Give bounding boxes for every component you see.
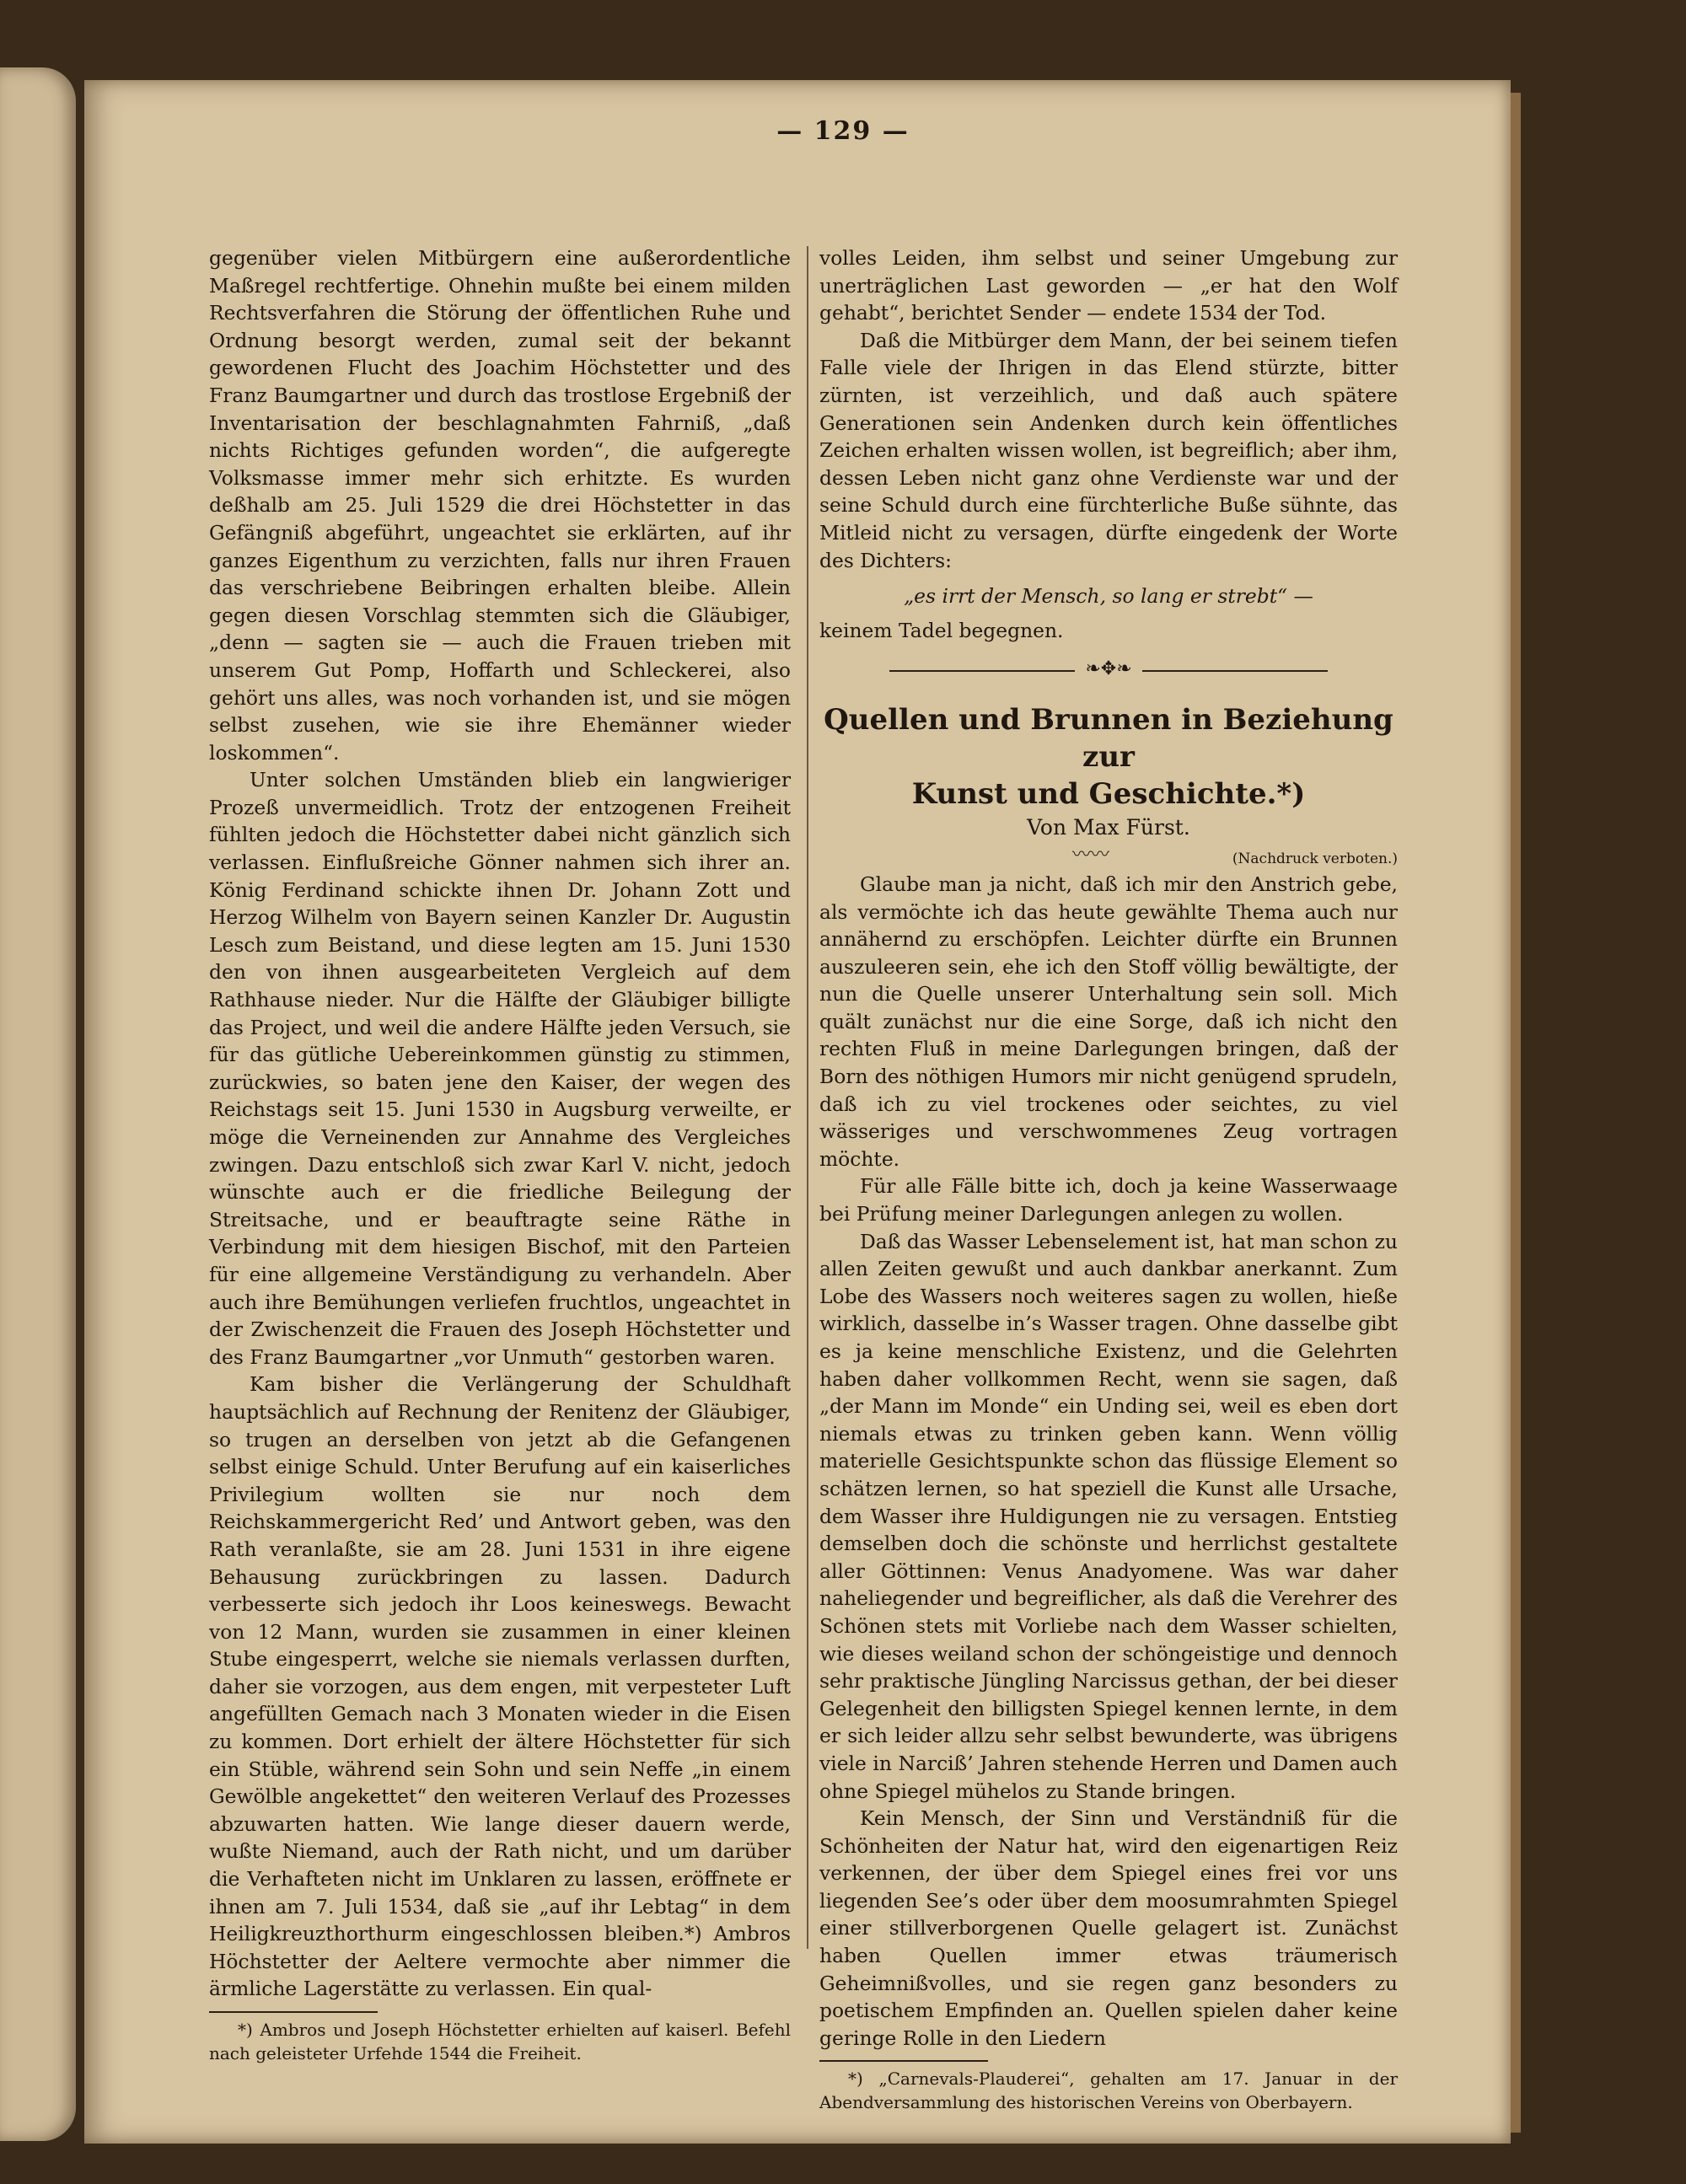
footnote-rule: [209, 2011, 378, 2013]
section-divider: [889, 658, 1328, 680]
footnote-rule: [819, 2060, 988, 2062]
divider-line: [889, 670, 1075, 672]
paragraph: volles Leiden, ihm selbst und seiner Umgebung zur unerträglichen Last geworden — „er hat den Wolf gehabt“, berichtet Sender — endete 1534 der Tod.: [819, 246, 1398, 325]
facing-page-edge: [0, 67, 76, 2141]
paragraph: Daß die Mitbürger dem Mann, der bei seinem tiefen Falle viele der Ihrigen in das Elend stürzte, bitter zürnten, ist verzeihlich, und daß auch spätere Generationen sein Andenken durch kein öffentliches Zeichen erhalten wissen wollen, ist begreiflich; aber ihm, dessen Leben nicht ganz ohne Verdienste war und der seine Schuld durch eine fürchterliche Buße sühnte, das Mitleid nicht zu versagen, dürfte eingedenk der Worte des Dichters:: [819, 328, 1398, 572]
poem-quote: „es irrt der Mensch, so lang er strebt“ —: [904, 584, 1313, 609]
paragraph: Daß das Wasser Lebenselement ist, hat man schon zu allen Zeiten gewußt und auch dankbar anerkannt. Zum Lobe des Wassers noch weiteres sagen zu wollen, hieße wirklich, dasselbe in’s Wasser tragen. Ohne dasselbe gibt es ja keine menschliche Existenz, und die Gelehrten haben daher vollkommen Recht, wenn sie sagen, daß „der Mann im Monde“ ein Unding sei, weil es eben dort niemals etwas zu trinken geben kann. Wenn völlig materielle Gesichtspunkte schon das flüssige Element so schätzen lernen, so hat speziell die Kunst alle Ursache, dem Wasser ihre Huldigungen nie zu versagen. Entstieg demselben doch die schönste und herrlichst gestaltete aller Göttinnen: Venus Anadyomene. Was war daher naheliegender und begreiflicher, als daß die Verehrer des Schönen stets mit Vorliebe nach dem Wasser schielten, wie dieses weiland schon der schöngeistige und dennoch sehr praktische Jüngling Narcissus gethan, der bei dieser Gelegenheit den billigsten Spiegel kennen lernte, in dem er sich leider allzu sehr selbst bewunderte, was übrigens viele in Narciß’ Jahren stehende Herren und Damen auch ohne Spiegel mühelos zu Stande bringen.: [819, 1229, 1398, 1803]
column-divider: [807, 246, 809, 1949]
squiggle-ornament-icon: 〰〰: [1072, 844, 1110, 866]
paragraph: Glaube man ja nicht, daß ich mir den Anstrich gebe, als vermöchte ich das heute gewählte Thema auch nur annähernd zu erschöpfen. Leichter dürfte ein Brunnen auszuleeren sein, ehe ich den Stoff völlig bewältigte, der nun die Quelle unserer Unterhaltung sein soll. Mich quält zunächst nur die eine Sorge, daß ich nicht den rechten Fluß in meine Darlegungen bringen, daß der Born des nöthigen Humors mir nicht genügend sprudeln, daß ich zu viel trockenes oder seichtes, zu viel wässeriges und verschwommenes Zeug vortragen möchte.: [819, 872, 1398, 1171]
article-title: Kunst und Geschichte.*): [911, 777, 1306, 812]
reprint-notice: (Nachdruck verboten.): [1232, 850, 1398, 867]
paragraph: Kam bisher die Verlängerung der Schuldhaft hauptsächlich auf Rechnung der Renitenz der Gläubiger, so trugen an derselben von jetzt ab die Gefangenen selbst einige Schuld. Unter Berufung auf ein kaiserliches Privilegium wollten sie nur noch dem Reichskammergericht Red’ und Antwort geben, was den Rath veranlaßte, sie am 28. Juni 1531 in ihre eigene Behausung zurückbringen zu lassen. Dadurch verbesserte sich jedoch ihr Loos keineswegs. Bewacht von 12 Mann, wurden sie zusammen in einer kleinen Stube eingesperrt, welche sie niemals verlassen durften, daher sie vorzogen, aus dem engen, mit verpesteter Luft angefüllten Gemach nach 3 Monaten wieder in die Eisen zu kommen. Dort erhielt der ältere Höchstetter für sich ein Stüble, während sein Sohn und sein Neffe „in einem Gewölble angekettet“ den weiteren Verlauf des Prozesses abzuwarten hatten. Wie lange dieser dauern werde, wußte Niemand, auch der Rath nicht, und um darüber die Verhafteten nicht im Unklaren zu lassen, eröffnete er ihnen am 7. Juli 1534, daß sie „auf ihr Lebtag“ in dem Heiligkreuzthorthurm eingeschlossen bleiben.*) Ambros Höchstetter der Aeltere vermochte aber nimmer die ärmliche Lagerstätte zu verlassen. Ein qual-: [209, 1372, 791, 2001]
page-number: — 129 —: [776, 116, 910, 146]
footnote: *) „Carnevals-Plauderei“, gehalten am 17. Januar in der Abendversammlung des historischen Vereins von Oberbayern.: [819, 2069, 1398, 2113]
divider-line: [1142, 670, 1328, 672]
paragraph: Für alle Fälle bitte ich, doch ja keine Wasserwaage bei Prüfung meiner Darlegungen anlegen zu wollen.: [819, 1174, 1398, 1226]
article-title: Quellen und Brunnen in Beziehung zur: [824, 703, 1393, 775]
page-edge: [1511, 93, 1521, 2133]
divider-ornament-icon: ❧✥❧: [1085, 658, 1132, 680]
paragraph: gegenüber vielen Mitbürgern eine außerordentliche Maßregel rechtfertige. Ohnehin mußte bei einem milden Rechtsverfahren die Störung der öffentlichen Ruhe und Ordnung besorgt werden, zumal seit der bekannt gewordenen Flucht des Joachim Höchstetter und des Franz Baumgartner und durch das trostlose Ergebniß der Inventarisation der beschlagnahmten Fahrniß, „daß nichts Richtiges gefunden worden“, die aufgeregte Volksmasse immer mehr sich erhitzte. Es wurden deßhalb am 25. Juli 1529 die drei Höchstetter in das Gefängniß abgeführt, ungeachtet sie erklärten, auf ihr ganzes Eigenthum zu verzichten, falls nur ihren Frauen das verschriebene Beibringen erhalten bleibe. Allein gegen diesen Vorschlag stemmten sich die Gläubiger, „denn — sagten sie — auch die Frauen trieben mit unserem Gut Pomp, Hoffarth und Schleckerei, also gehört uns alles, was noch vorhanden ist, und sie mögen selbst zusehen, wie sie ihre Ehemänner wieder loskommen“.: [209, 246, 791, 765]
rights-row: [819, 842, 1398, 871]
right-column: [819, 244, 1398, 2114]
paragraph: Unter solchen Umständen blieb ein langwieriger Prozeß unvermeidlich. Trotz der entzogenen Freiheit fühlten jedoch die Höchstetter dabei nicht gänzlich sich verlassen. Einflußreiche Gönner nahmen sich ihrer an. König Ferdinand schickte ihnen Dr. Johann Zott und Herzog Wilhelm von Bayern seinen Kanzler Dr. Augustin Lesch zum Beistand, und diese legten am 15. Juni 1530 den von ihnen ausgearbeiteten Vergleich auf dem Rathhause nieder. Nur die Hälfte der Gläubiger billigte das Project, und weil die andere Hälfte jeden Versuch, sie für das gütliche Uebereinkommen günstig zu stimmen, zurückwies, so baten jene den Kaiser, der wegen des Reichstags seit 15. Juni 1530 in Augsburg verweilte, er möge die Verneinenden zur Annahme des Vergleiches zwingen. Dazu entschloß sich zwar Karl V. nicht, jedoch wünschte auch er die friedliche Beilegung der Streitsache, und er beauftragte seine Räthe in Verbindung mit dem hiesigen Bischof, mit den Parteien für eine allgemeine Verständigung zu verhandeln. Aber auch ihre Bemühungen verliefen fruchtlos, ungeachtet in der Zwischenzeit die Frauen des Joseph Höchstetter und des Franz Baumgartner „vor Unmuth“ gestorben waren.: [209, 768, 791, 1369]
left-column: [209, 244, 791, 2065]
paragraph: keinem Tadel begegnen.: [819, 618, 1064, 642]
paragraph: Kein Mensch, der Sinn und Verständniß für die Schönheiten der Natur hat, wird den eigenartigen Reiz verkennen, der über dem Spiegel eines frei vor uns liegenden See’s oder über dem moosumrahmten Spiegel einer stillverborgenen Quelle gelagert ist. Zunächst haben Quellen immer etwas träumerisch Geheimnißvolles, und sie regen ganz besonders zu poetischem Empfinden an. Quellen spielen daher keine geringe Rolle in den Liedern: [819, 1806, 1398, 2050]
footnote: *) Ambros und Joseph Höchstetter erhielten auf kaiserl. Befehl nach geleisteter Urfehde 1544 die Freiheit.: [209, 2020, 791, 2063]
byline: Von Max Fürst.: [1027, 815, 1190, 840]
